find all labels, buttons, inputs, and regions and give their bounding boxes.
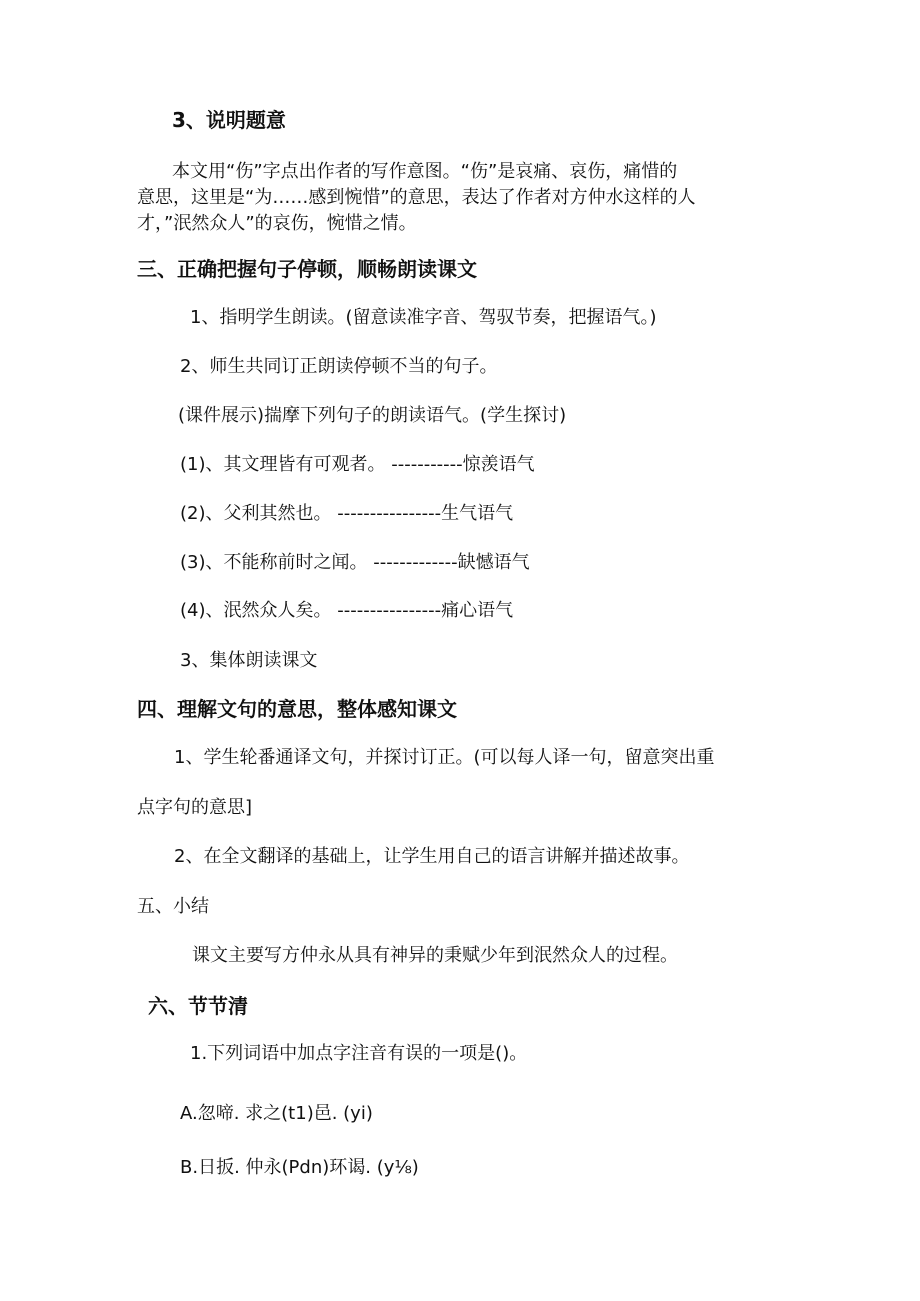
- subheading-explain-title: 3、说明题意: [172, 108, 286, 132]
- section-heading-5: 五、小结: [137, 896, 209, 917]
- option-a: A.忽啼. 求之(t1)邑. (yi): [180, 1103, 373, 1124]
- list-item: 1、学生轮番通译文句，并探讨订正。(可以每人译一句，留意突出重: [174, 747, 715, 768]
- option-b: B.日扳. 仲永(Pdn)环谒. (y⅛): [180, 1157, 419, 1178]
- list-item-continuation: 点字句的意思]: [137, 797, 253, 818]
- summary-text: 课文主要写方仲永从具有神异的秉赋少年到泯然众人的过程。: [192, 945, 678, 966]
- paragraph-line: 才，”泯然众人”的哀伤，惋惜之情。: [137, 213, 417, 234]
- note-text: (课件展示)揣摩下列句子的朗读语气。(学生探讨): [178, 405, 567, 426]
- paragraph-line: 本文用“伤”字点出作者的写作意图。“伤”是哀痛、哀伤，痛惜的: [172, 161, 678, 182]
- paragraph-line: 意思，这里是“为……感到惋惜”的意思，表达了作者对方仲水这样的人: [137, 187, 696, 208]
- example-line: (4)、泯然众人矣。 ----------------痛心语气: [180, 600, 514, 621]
- list-item: 3、集体朗读课文: [180, 650, 318, 671]
- section-heading-4: 四、理解文句的意思，整体感知课文: [137, 697, 457, 721]
- example-line: (3)、不能称前时之闻。 -------------缺憾语气: [180, 552, 530, 573]
- section-heading-6: 六、节节清: [148, 994, 248, 1018]
- example-line: (2)、父利其然也。 ----------------生气语气: [180, 503, 514, 524]
- section-heading-3: 三、正确把握句子停顿，顺畅朗读课文: [137, 257, 477, 281]
- list-item: 2、在全文翻译的基础上，让学生用自己的语言讲解并描述故事。: [174, 846, 690, 867]
- list-item: 2、师生共同订正朗读停顿不当的句子。: [180, 356, 498, 377]
- question-text: 1.下列词语中加点字注音有误的一项是()。: [190, 1043, 528, 1064]
- example-line: (1)、其文理皆有可观者。 -----------惊羡语气: [180, 454, 535, 475]
- list-item: 1、指明学生朗读。(留意读准字音、驾驭节奏，把握语气。): [190, 307, 657, 328]
